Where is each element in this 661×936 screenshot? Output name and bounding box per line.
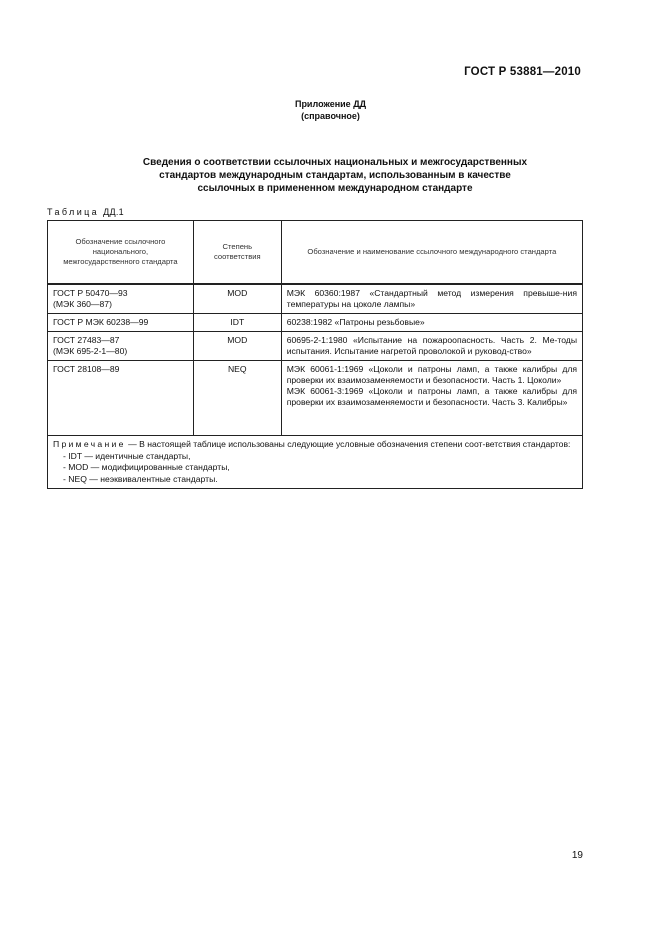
international-standard-text: МЭК 60061-1:1969 «Цоколи и патроны ламп, а также калибры для проверки их взаимозаменяемости и безопасности. Часть 1. Цоколи» bbox=[286, 364, 577, 385]
table-header-row bbox=[48, 221, 583, 285]
international-standard-text: 60238:1982 «Патроны резьбовые» bbox=[286, 317, 425, 327]
international-standard-cell bbox=[281, 314, 582, 332]
table-caption-label: Таблица bbox=[47, 207, 100, 217]
heading-line: стандартов международным стандартам, использованным в качестве bbox=[159, 170, 511, 181]
national-standard-line: ГОСТ Р МЭК 60238—99 bbox=[53, 317, 149, 327]
table-row bbox=[48, 284, 583, 314]
table-caption-number: ДД.1 bbox=[103, 207, 124, 217]
table-row bbox=[48, 361, 583, 436]
heading-line: ссылочных в примененном международном стандарте bbox=[197, 183, 473, 194]
note-item: - MOD — модифицированные стандарты, bbox=[63, 462, 230, 472]
note-body: — В настоящей таблице использованы следующие условные обозначения степени соот-ветствия стандартов: bbox=[125, 439, 571, 449]
header-national-standard: Обозначение ссылочного национального, межгосударственного стандарта bbox=[48, 221, 194, 285]
national-standard-cell bbox=[48, 332, 194, 361]
heading-line: Сведения о соответствии ссылочных национальных и межгосударственных bbox=[142, 157, 528, 168]
national-standard-line: ГОСТ 28108—89 bbox=[53, 364, 120, 374]
degree-cell: IDT bbox=[193, 314, 281, 332]
document-number: ГОСТ Р 53881—2010 bbox=[464, 66, 581, 78]
appendix-subtitle: (справочное) bbox=[301, 111, 360, 121]
national-standard-cell bbox=[48, 361, 194, 436]
note-label: Примечание bbox=[53, 439, 126, 449]
national-standard-cell bbox=[48, 314, 194, 332]
degree-cell: MOD bbox=[193, 284, 281, 314]
national-standard-line: (МЭК 360—87) bbox=[53, 299, 112, 309]
table-row bbox=[48, 332, 583, 361]
international-standard-text: МЭК 60061-3:1969 «Цоколи и патроны ламп, а также калибры для проверки их взаимозаменяемости и безопасности. Часть 3. Калибры» bbox=[286, 386, 577, 407]
international-standard-text: 60695-2-1:1980 «Испытание на пожароопасность. Часть 2. Ме-тоды испытания. Испытание нагретой проволокой и руковод-ство» bbox=[286, 335, 577, 356]
international-standard-cell bbox=[281, 284, 582, 314]
note-text bbox=[53, 439, 577, 451]
appendix-title: Приложение ДД bbox=[294, 99, 367, 109]
national-standard-line: (МЭК 695-2-1—80) bbox=[53, 346, 128, 356]
note-item: - NEQ — неэквивалентные стандарты. bbox=[63, 473, 218, 484]
table-note bbox=[48, 436, 583, 489]
appendix-header bbox=[0, 98, 661, 122]
international-standard-text: МЭК 60360:1987 «Стандартный метод измерения превыше-ния температуры на цоколе лампы» bbox=[286, 288, 577, 309]
table-note-row bbox=[48, 436, 583, 489]
degree-cell: NEQ bbox=[193, 361, 281, 436]
note-item: - IDT — идентичные стандарты, bbox=[63, 450, 191, 461]
international-standard-cell bbox=[281, 361, 582, 436]
table-caption bbox=[47, 207, 124, 217]
degree-cell: MOD bbox=[193, 332, 281, 361]
correspondence-table bbox=[47, 220, 583, 489]
national-standard-line: ГОСТ 27483—87 bbox=[53, 335, 120, 345]
page-number: 19 bbox=[571, 850, 583, 861]
international-standard-cell bbox=[281, 332, 582, 361]
national-standard-cell bbox=[48, 284, 194, 314]
national-standard-line: ГОСТ Р 50470—93 bbox=[53, 288, 128, 298]
header-degree: Степень соответствия bbox=[193, 221, 281, 285]
table-row bbox=[48, 314, 583, 332]
header-international-standard: Обозначение и наименование ссылочного международного стандарта bbox=[281, 221, 582, 285]
section-heading bbox=[90, 156, 580, 195]
